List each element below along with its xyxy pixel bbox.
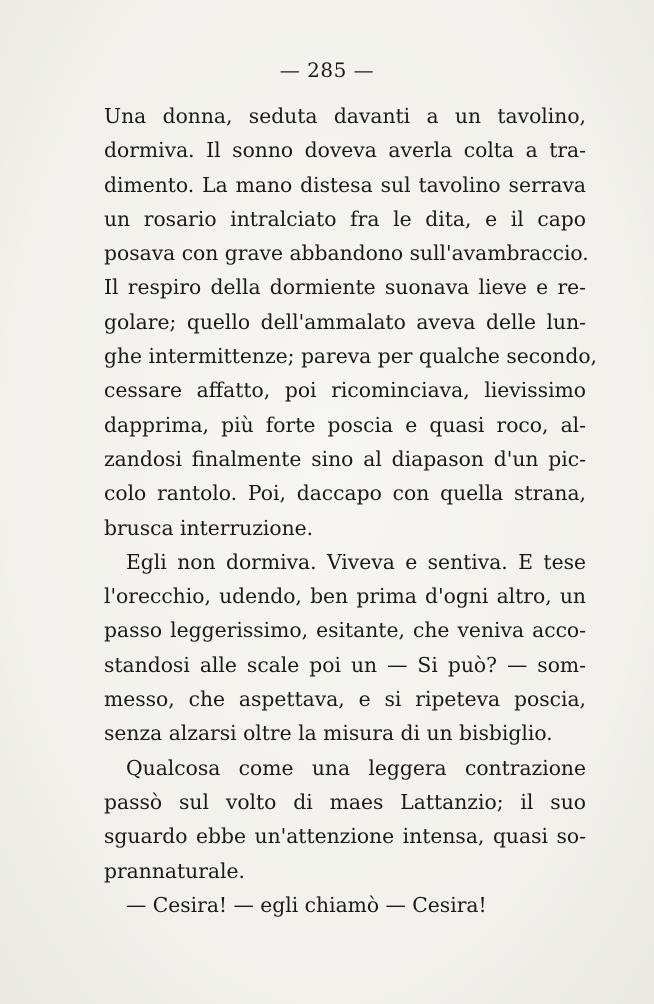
text-line: dimento. La mano distesa sul tavolino serrava [104,172,586,197]
text-line: cessare affatto, poi ricominciava, lievissimo [104,378,586,403]
text-line: prannaturale. [104,858,245,883]
page-number: — 285 — [279,58,375,82]
text-line: golare; quello dell'ammalato aveva delle lun- [104,309,586,334]
text-line: Il respiro della dormiente suonava lieve e re- [104,275,586,300]
text-line: standosi alle scale poi un — Si può? — som- [104,652,586,677]
text-line: senza alzarsi oltre la misura di un bisbiglio. [104,721,553,746]
text-line: passò sul volto di maes Lattanzio; il suo [104,789,586,814]
text-line: colo rantolo. Poi, daccapo con quella strana, [104,481,586,506]
text-line: posava con grave abbandono sull'avambraccio. [104,241,589,266]
text-line: Egli non dormiva. Viveva e sentiva. E tese [126,549,586,574]
text-line: ghe intermittenze; pareva per qualche secondo, [104,344,598,369]
text-line: dapprima, più forte poscia e quasi roco, al- [104,412,586,437]
text-line: passo leggerissimo, esitante, che veniva acco- [104,618,586,643]
text-line: l'orecchio, udendo, ben prima d'ogni altro, un [104,584,586,609]
text-line: Qualcosa come una leggera contrazione [126,755,586,780]
text-line: Una donna, seduta davanti a un tavolino, [104,104,586,128]
text-line: zandosi finalmente sino al diapason d'un pic- [104,446,586,471]
text-line: messo, che aspettava, e si ripeteva poscia, [104,687,586,712]
text-line: un rosario intralciato fra le dita, e il capo [104,206,586,231]
page-body-text [104,99,598,922]
text-line: dormiva. Il sonno doveva averla colta a tra- [104,138,586,163]
text-line: brusca interruzione. [104,515,314,540]
text-line: sguardo ebbe un'attenzione intensa, quasi so- [104,824,586,849]
text-line: — Cesira! — egli chiamò — Cesira! [126,892,487,917]
